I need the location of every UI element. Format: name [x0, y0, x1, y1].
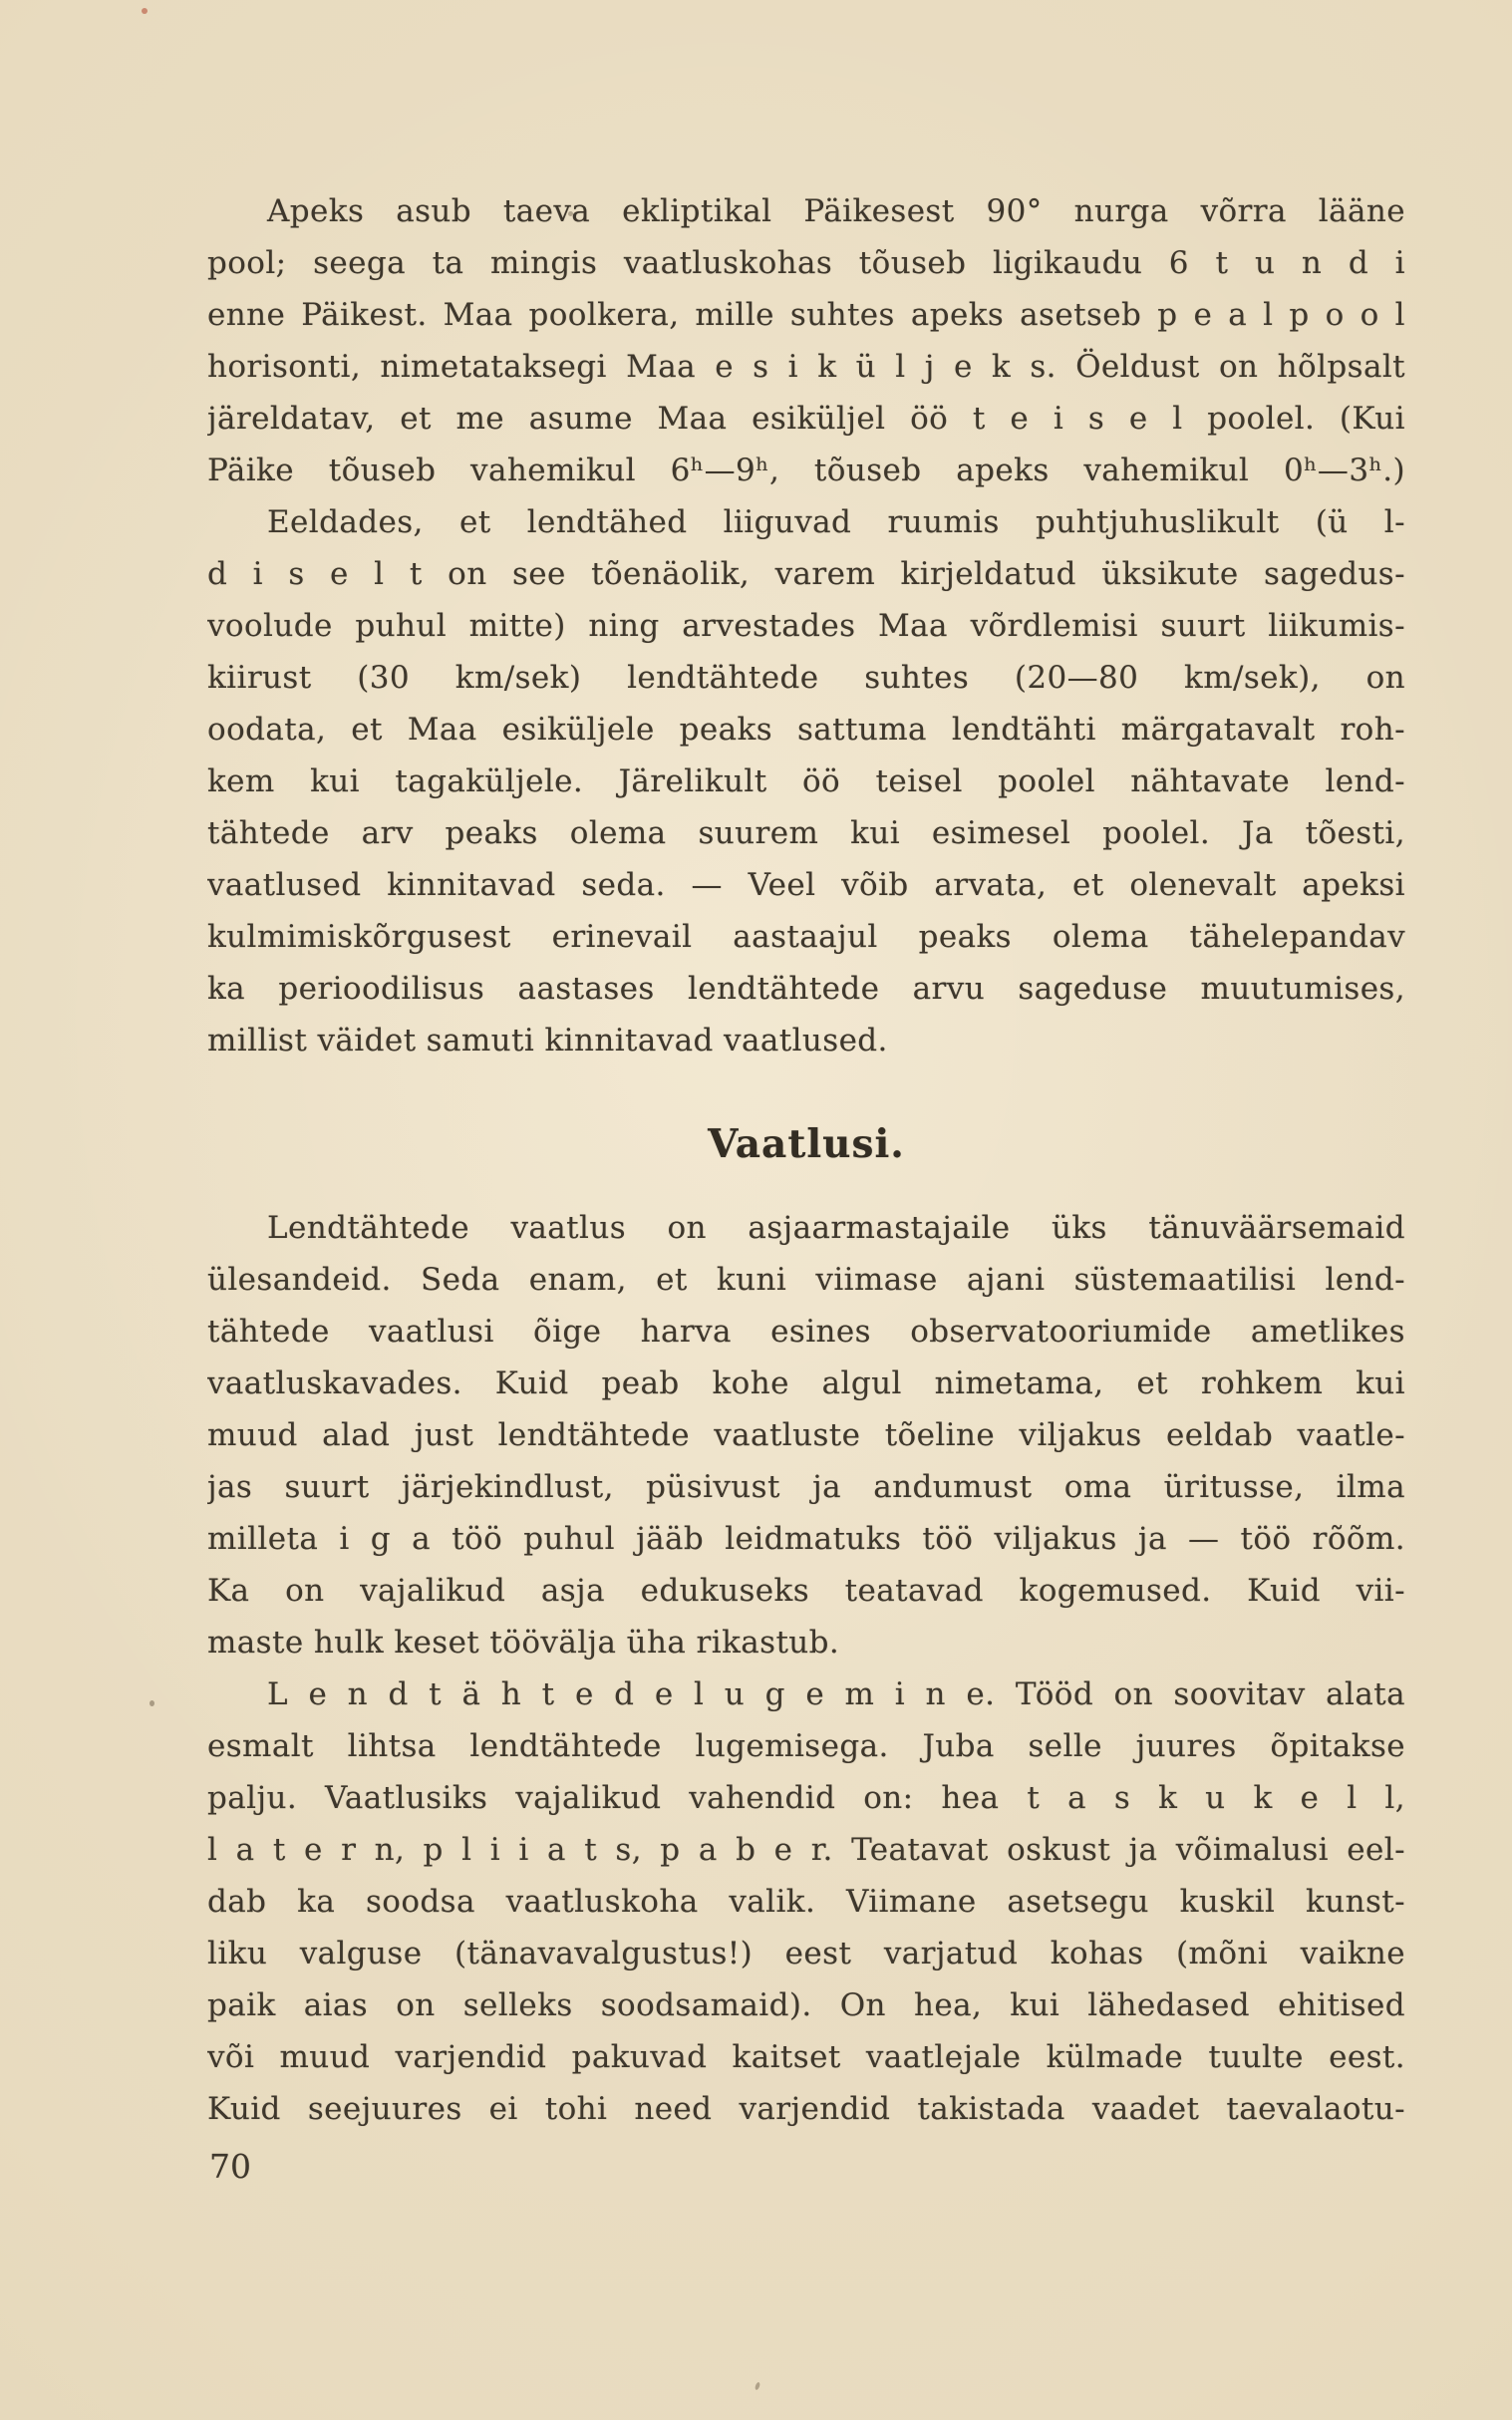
- text-line: milleta i g a töö puhul jääb leidmatuks töö viljakus ja — töö rõõm.: [207, 1521, 1405, 1557]
- text-line: esmalt lihtsa lendtähtede lugemisega. Juba selle juures õpitakse: [207, 1728, 1405, 1764]
- text-line: muud alad just lendtähtede vaatluste tõeline viljakus eeldab vaatle-: [207, 1417, 1405, 1453]
- paragraph: [207, 496, 1405, 1066]
- text-line: enne Päikest. Maa poolkera, mille suhtes apeks asetseb p e a l p o o l: [207, 297, 1405, 333]
- text-line: millist väidet samuti kinnitavad vaatlused.: [207, 1023, 888, 1059]
- text-line: oodata, et Maa esiküljele peaks sattuma lendtähti märgatavalt roh-: [207, 712, 1405, 748]
- text-line: Lendtähtede vaatlus on asjaarmastajaile üks tänuväärsemaid: [267, 1210, 1405, 1246]
- text-line: pool; seega ta mingis vaatluskohas tõuseb ligikaudu 6 t u n d i: [207, 245, 1405, 281]
- text-line: kulmimiskõrgusest erinevail aastaajul peaks olema tähelepandav: [207, 919, 1405, 955]
- text-line: horisonti, nimetataksegi Maa e s i k ü l j e k s. Öeldust on hõlpsalt: [207, 349, 1405, 385]
- section-heading: Vaatlusi.: [708, 1121, 905, 1167]
- text-line: ülesandeid. Seda enam, et kuni viimase ajani süstemaatilisi lend-: [207, 1262, 1405, 1298]
- text-line: tähtede vaatlusi õige harva esines observatooriumide ametlikes: [207, 1314, 1405, 1350]
- paper-speck: [150, 1700, 154, 1706]
- text-line: vaatluskavades. Kuid peab kohe algul nimetama, et rohkem kui: [207, 1365, 1405, 1401]
- text-line: palju. Vaatlusiks vajalikud vahendid on: hea t a s k u k e l l,: [207, 1780, 1405, 1816]
- text-line: ka perioodilisus aastases lendtähtede arvu sageduse muutumises,: [207, 971, 1405, 1007]
- paragraph: [207, 1668, 1405, 2135]
- paper-speck: [142, 8, 148, 14]
- page-number: 70: [209, 2147, 251, 2186]
- paragraph: [207, 1202, 1405, 1668]
- text-line: paik aias on selleks soodsamaid). On hea, kui lähedased ehitised: [207, 1987, 1405, 2023]
- text-line: L e n d t ä h t e d e l u g e m i n e. Tööd on soovitav alata: [267, 1676, 1405, 1712]
- text-line: järeldatav, et me asume Maa esiküljel öö t e i s e l poolel. (Kui: [207, 401, 1405, 437]
- text-line: kiirust (30 km/sek) lendtähtede suhtes (20—80 km/sek), on: [207, 660, 1405, 696]
- text-block: [207, 185, 1405, 2135]
- text-line: dab ka soodsa vaatluskoha valik. Viimane asetsegu kuskil kunst-: [207, 1884, 1405, 1920]
- text-line: Ka on vajalikud asja edukuseks teatavad kogemused. Kuid vii-: [207, 1573, 1405, 1609]
- text-line: Eeldades, et lendtähed liiguvad ruumis puhtjuhuslikult (ü l-: [267, 504, 1405, 540]
- text-line: maste hulk keset töövälja üha rikastub.: [207, 1625, 840, 1661]
- text-line: Apeks asub taeva ekliptikal Päikesest 90° nurga võrra lääne: [267, 193, 1405, 229]
- text-line: Päike tõuseb vahemikul 6ʰ—9ʰ, tõuseb apeks vahemikul 0ʰ—3ʰ.): [207, 453, 1405, 488]
- text-line: vaatlused kinnitavad seda. — Veel võib arvata, et olenevalt apeksi: [207, 867, 1405, 903]
- text-line: Kuid seejuures ei tohi need varjendid takistada vaadet taevalaotu-: [207, 2091, 1405, 2127]
- text-line: liku valguse (tänavavalgustus!) eest varjatud kohas (mõni vaikne: [207, 1936, 1405, 1971]
- paragraph: [207, 185, 1405, 496]
- text-line: l a t e r n, p l i i a t s, p a b e r. Teatavat oskust ja võimalusi eel-: [207, 1832, 1405, 1868]
- text-line: tähtede arv peaks olema suurem kui esimesel poolel. Ja tõesti,: [207, 815, 1405, 851]
- paper-speck: [755, 2382, 760, 2391]
- text-line: voolude puhul mitte) ning arvestades Maa võrdlemisi suurt liikumis-: [207, 608, 1405, 644]
- text-line: või muud varjendid pakuvad kaitset vaatlejale külmade tuulte eest.: [207, 2039, 1405, 2075]
- text-line: jas suurt järjekindlust, püsivust ja andumust oma üritusse, ilma: [207, 1469, 1405, 1505]
- text-line: d i s e l t on see tõenäolik, varem kirjeldatud üksikute sagedus-: [207, 556, 1405, 592]
- text-line: kem kui tagaküljele. Järelikult öö teisel poolel nähtavate lend-: [207, 763, 1405, 799]
